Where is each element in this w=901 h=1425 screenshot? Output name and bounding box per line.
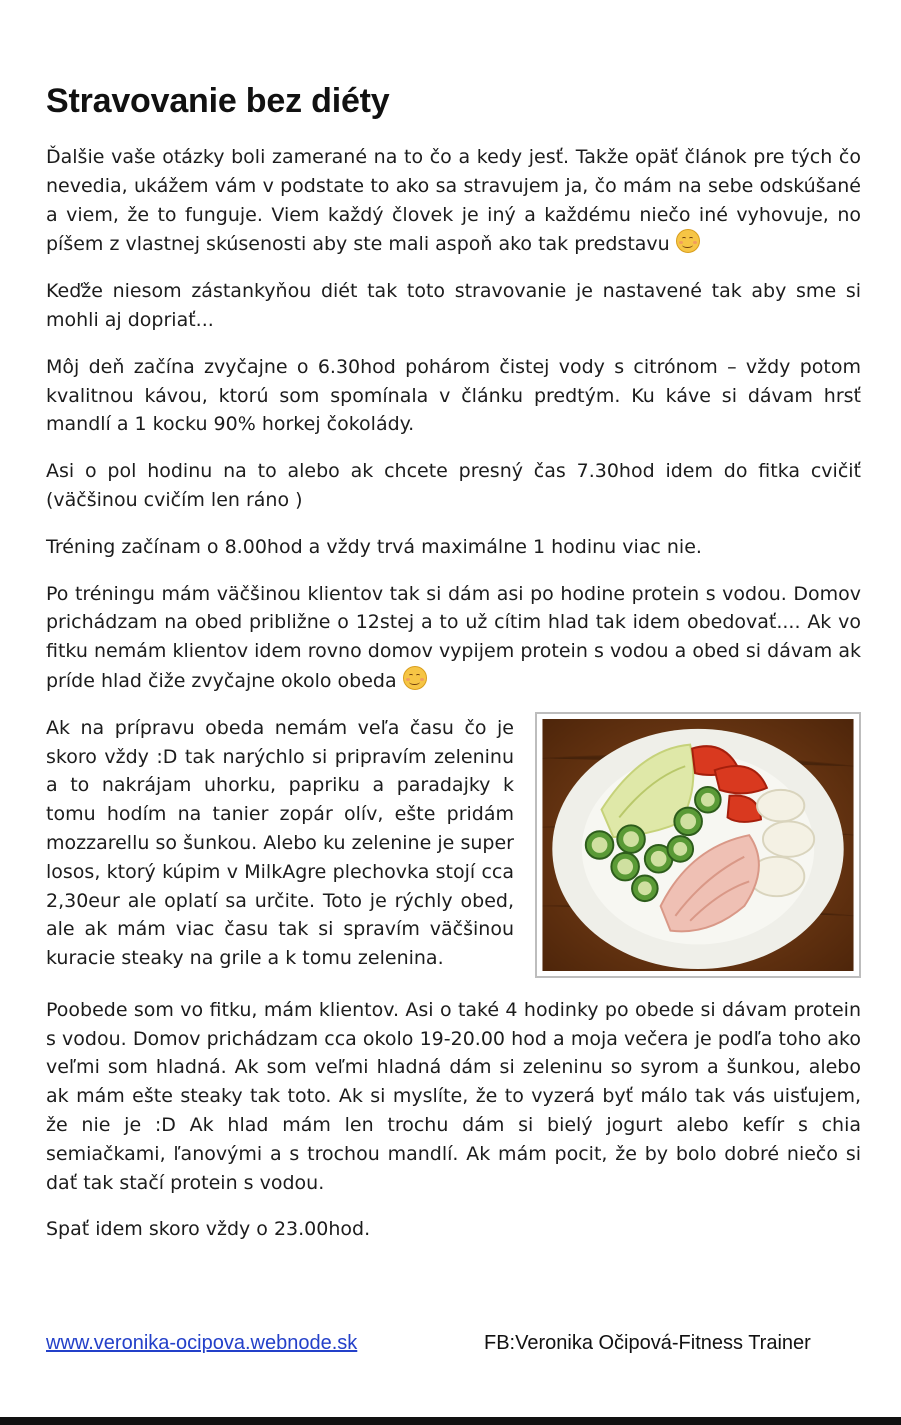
paragraph-gym-time: Asi o pol hodinu na to alebo ak chcete presný čas 7.30hod idem do fitka cvičiť (väčšinou cvičím len ráno ) [46,460,861,511]
lunch-section [46,714,861,978]
paragraph-after-training [46,580,861,696]
paragraph-after-training-text: Po tréningu mám väčšinou klientov tak si dám asi po hodine protein s vodou. Domov prichádzam na obed približne o 12stej a to už cítim hlad tak idem obedovať.... Ak vo fitku nemám klientov idem rovno domov vypijem protein s vodou a obed si dávam ak príde hlad čiže zvyčajne okolo obeda [46,582,861,692]
page-title: Stravovanie bez diéty [46,82,390,120]
paragraph-intro-text: Ďalšie vaše otázky boli zamerané na to čo a kedy jesť. Takže opäť článok pre tých čo nevedia, ukážem vám v podstate to ako sa stravujem ja, čo mám na sebe odskúšané a viem, že to funguje. Viem každý človek je iný a každému niečo iné vyhovuje, no píšem z vlastnej skúsenosti aby ste mali aspoň ako tak predstavu [46,146,861,256]
smiling-face-icon [676,229,700,253]
website-link[interactable]: www.veronika-ocipova.webnode.sk [46,1332,358,1354]
smiling-face-icon [403,666,427,690]
paragraph-sleep: Spať idem skoro vždy o 23.00hod. [46,1218,371,1241]
paragraph-lunch: Ak na prípravu obeda nemám veľa času čo je skoro vždy :D tak narýchlo si pripravím zeleninu a to nakrájam uhorku, papriku a paradajky k tomu hodím na tanier zopár olív, ešte pridám mozzarellu so šunkou. Alebo ku zelenine je super losos, ktorý kúpim v MilkAgre plechovka stojí cca 2,30eur ale oplatí sa určite. Toto je rýchly obed, ale ak mám viac času tak si spravím väčšinou kuracie steaky na grile a k tomu zelenina. [46,716,514,970]
facebook-label: FB:Veronika Očipová-Fitness Trainer [484,1332,811,1354]
bottom-divider [0,1417,901,1425]
article [46,82,861,1262]
paragraph-training: Tréning začínam o 8.00hod a vždy trvá maximálne 1 hodinu viac nie. [46,535,702,558]
footer [46,1332,861,1362]
paragraph-intro [46,143,861,259]
paragraph-morning: Môj deň začína zvyčajne o 6.30hod pohárom čistej vody s citrónom – vždy potom kvalitnou kávou, ktorú som spomínala v článku predtým. Ku káve si dávam hrsť mandlí a 1 kocku 90% horkej čokolády. [46,355,861,436]
plate-image-icon [542,719,854,971]
paragraph-no-diet: Keďže niesom zástankyňou diét tak toto stravovanie je nastavené tak aby sme si mohli aj dopriať... [46,280,861,331]
lunch-plate-photo [535,712,861,978]
paragraph-afternoon: Poobede som vo fitku, mám klientov. Asi o také 4 hodinky po obede si dávam protein s vodou. Domov prichádzam cca okolo 19-20.00 hod a moja večera je podľa toho ako veľmi som hladná. Ak som veľmi hladná dám si zeleninu so syrom a šunkou, alebo ak mám ešte steaky tak toto. Ak si myslíte, že to vyzerá byť málo tak vás uisťujem, že nie je :D Ak hlad mám len trochu dám si bielý jogurt alebo kefír s chia semiačkami, ľanovými a s trochou mandlí. Ak mám pocit, že by bolo dobré niečo si dať tak stačí protein s vodou. [46,998,861,1194]
